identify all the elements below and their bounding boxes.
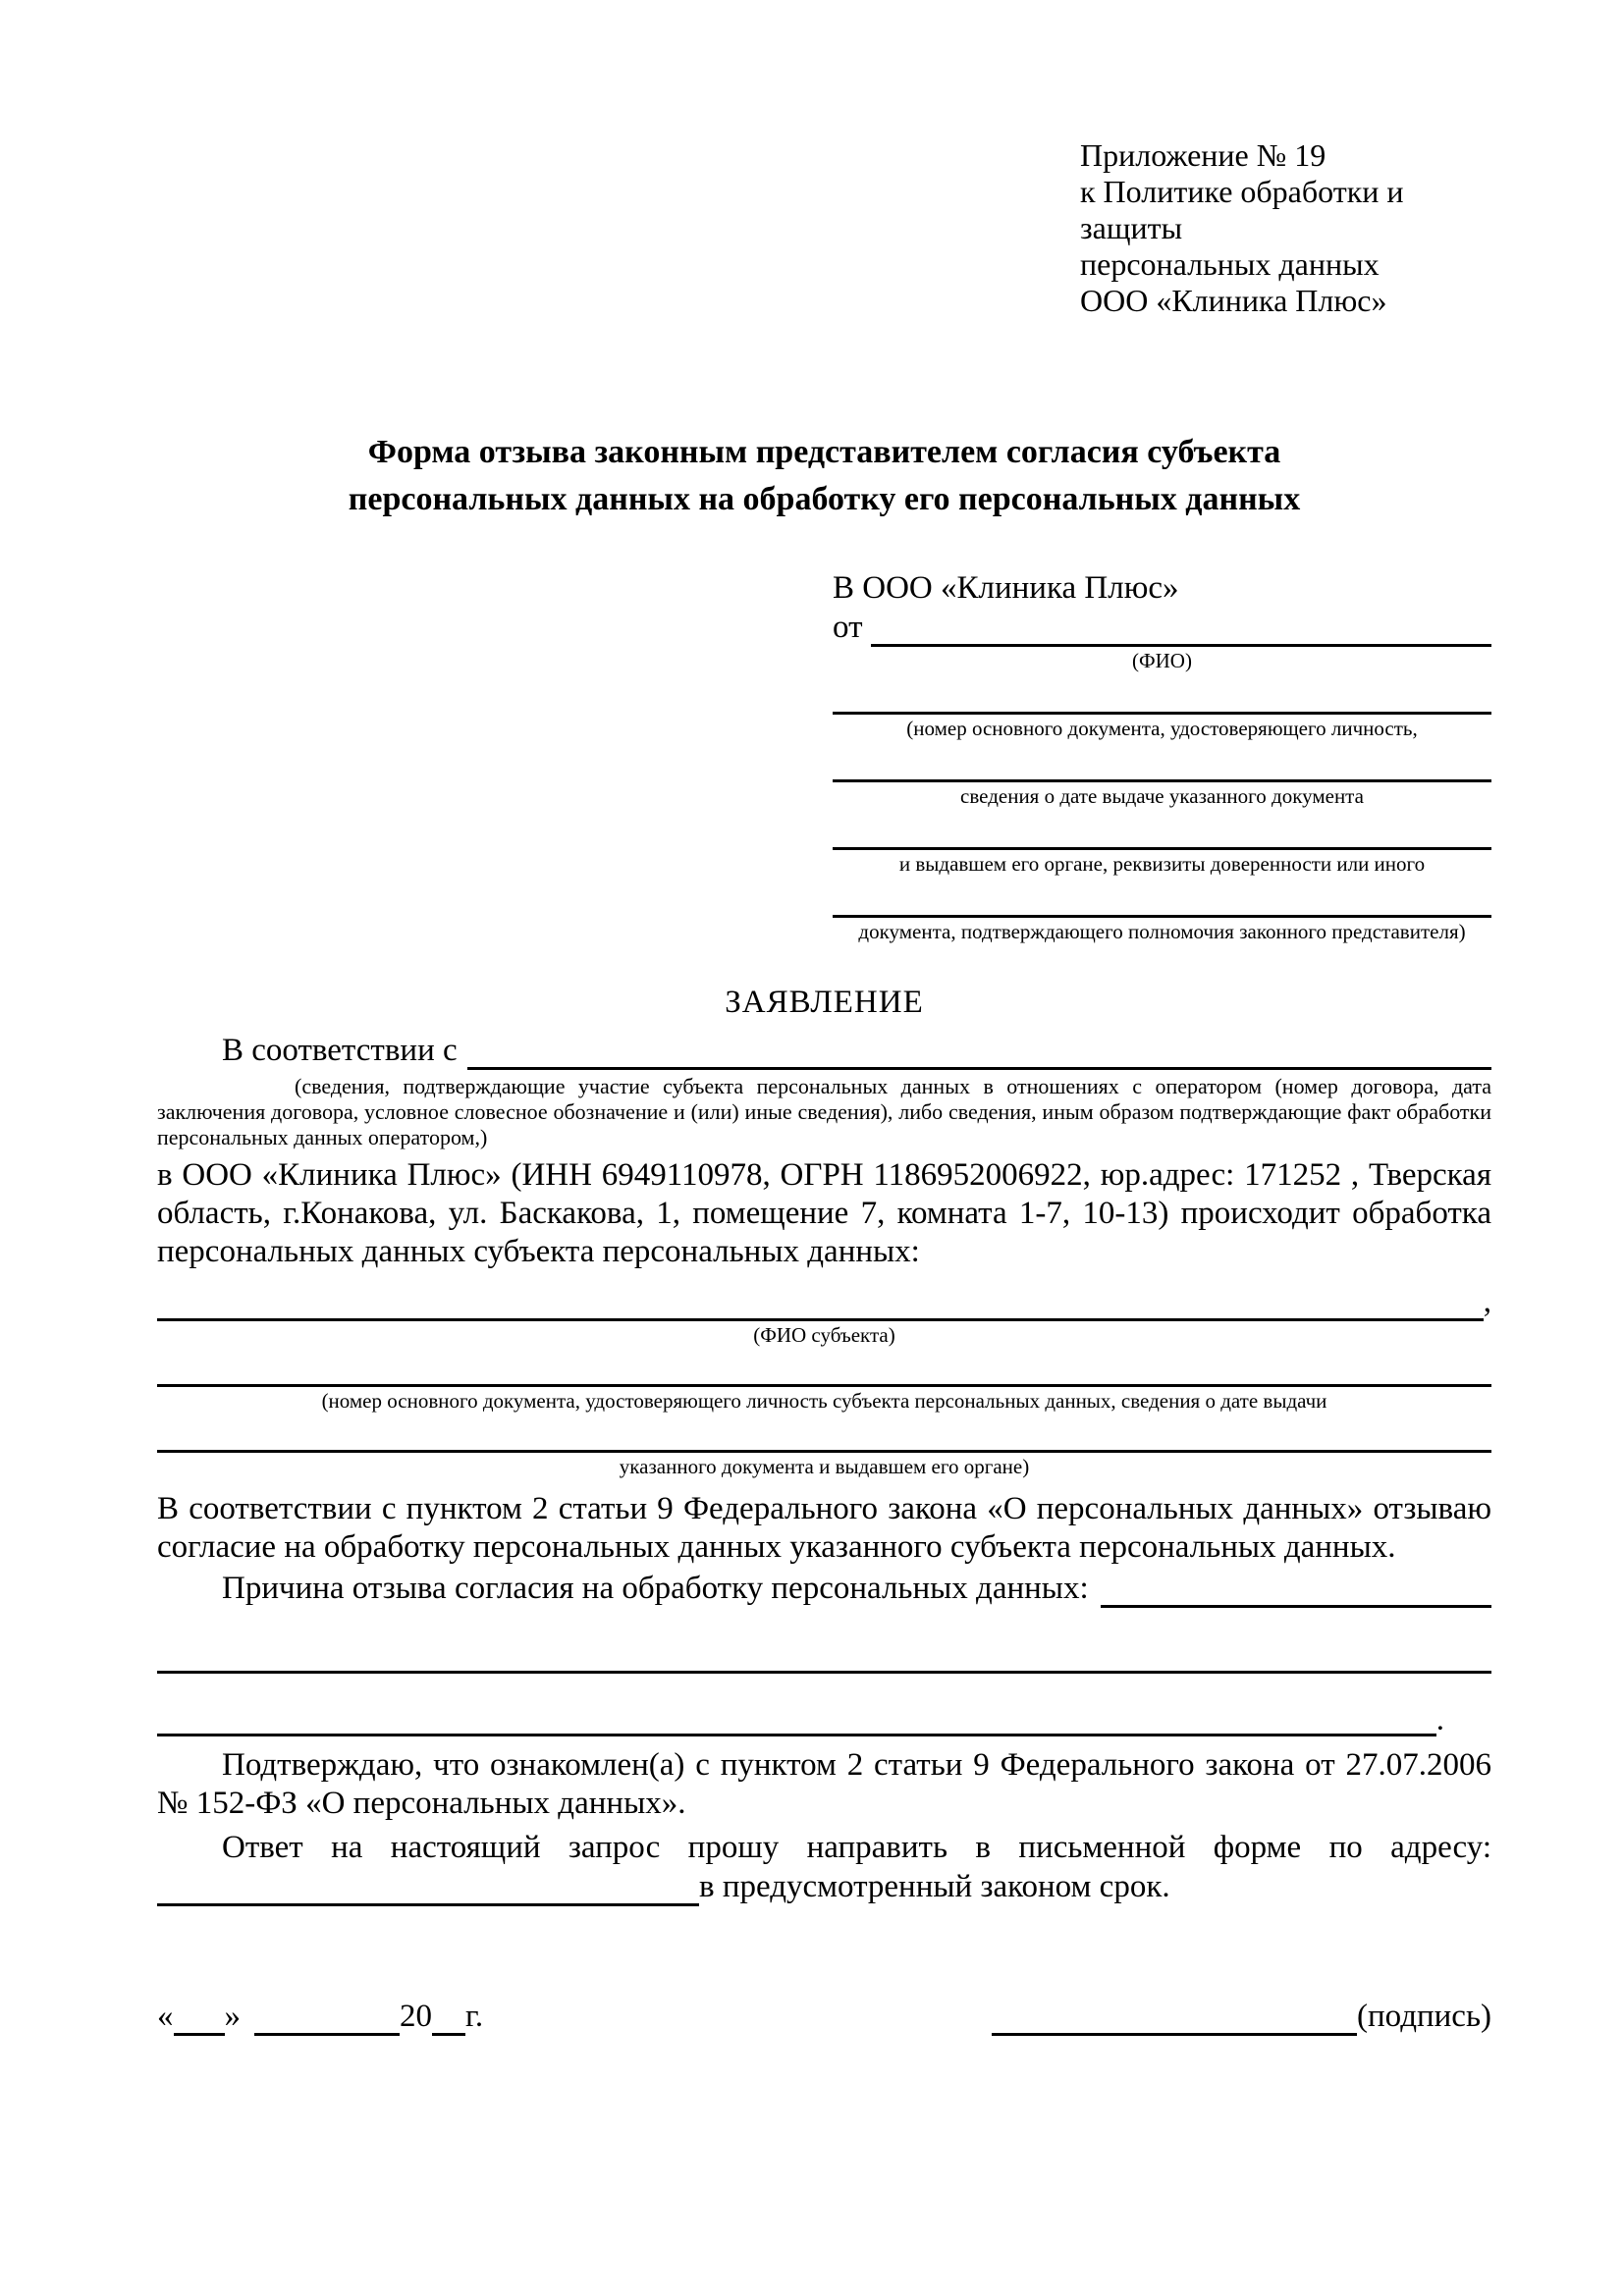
accordance-row (157, 1031, 1491, 1070)
response-label: Ответ на настоящий запрос прошу направить в письменной форме по адресу: (222, 1830, 1491, 1865)
accordance-blank-line (467, 1067, 1491, 1070)
date-group (157, 1997, 483, 2036)
issuer-blank-line (833, 808, 1491, 850)
response-suffix: в предусмотренный законом срок. (699, 1869, 1170, 1904)
date-quote-close: » (224, 1999, 241, 2034)
statement-heading: ЗАЯВЛЕНИЕ (725, 985, 924, 1020)
appendix-header-line-2: к Политике обработки и защиты (1080, 174, 1404, 245)
addressee-from-row (833, 608, 1491, 647)
issue-date-caption: сведения о дате выдаче указанного документа (960, 784, 1364, 808)
date-signature-row (157, 1997, 1491, 2036)
subject-fio-caption: (ФИО субъекта) (753, 1323, 895, 1347)
date-day-blank (174, 2033, 225, 2036)
accordance-note: (сведения, подтверждающие участие субъекта персональных данных в отношениях с оператором (номер договора, дата заключения договора, условное словесное обозначение и (или) иные сведения), либо сведения, иным образом подтверждающие факт обработки персональных данных оператором,) (157, 1074, 1491, 1149)
date-month-blank (254, 2033, 400, 2036)
appendix-header (1080, 137, 1491, 319)
date-year-prefix: 20 (400, 1999, 432, 2034)
appendix-header-line-3: персональных данных (1080, 246, 1380, 282)
signature-group (992, 1997, 1491, 2036)
authority-doc-caption: документа, подтверждающего полномочия законного представителя) (858, 920, 1466, 943)
doc-number-blank-line (833, 672, 1491, 715)
reason-period: . (1435, 1702, 1444, 1737)
subject-fio-blank-line (157, 1318, 1484, 1321)
subject-doc-blank-line-2 (157, 1413, 1491, 1453)
date-quote-open: « (157, 1999, 174, 2034)
subject-doc-caption-1: (номер основного документа, удостоверяющего личность субъекта персональных данных, сведения о дате выдачи (321, 1389, 1327, 1413)
signature-blank-line (992, 2033, 1357, 2036)
addressee-block (833, 568, 1491, 943)
issue-date-blank-line (833, 740, 1491, 782)
subject-fio-comma: , (1483, 1284, 1491, 1319)
reason-blank-line-2 (157, 1734, 1436, 1736)
issuer-caption: и выдавшем его органе, реквизиты доверенности или иного (898, 852, 1426, 876)
subject-doc-field-2 (157, 1413, 1491, 1478)
fio-caption: (ФИО) (1132, 649, 1192, 672)
reason-blank-line-1 (157, 1608, 1491, 1674)
signature-caption: (подпись) (1357, 1999, 1491, 2034)
addressee-to-line: В ООО «Клиника Плюс» (833, 570, 1179, 606)
addressee-field-authority-doc (833, 876, 1491, 943)
response-address-row (157, 1867, 1491, 1906)
reason-row (157, 1569, 1491, 1608)
subject-doc-field-1 (157, 1347, 1491, 1413)
addressee-field-issuer (833, 808, 1491, 876)
document-title: Форма отзыва законным представителем согласия субъекта персональных данных на обработку его персональных данных (348, 434, 1301, 517)
doc-number-caption: (номер основного документа, удостоверяющего личность, (906, 717, 1418, 740)
appendix-header-line-1: Приложение № 19 (1080, 137, 1326, 173)
accordance-label: В соответствии с (222, 1033, 458, 1068)
withdrawal-paragraph: В соответствии с пунктом 2 статьи 9 Федерального закона «О персональных данных» отзываю согласие на обработку персональных данных указанного субъекта персональных данных. (157, 1491, 1491, 1565)
from-label: от (833, 610, 863, 645)
subject-doc-caption-2: указанного документа и выдавшем его органе) (619, 1455, 1030, 1478)
subject-fio-row (157, 1283, 1491, 1321)
date-year-blank (432, 2033, 465, 2036)
reason-label: Причина отзыва согласия на обработку персональных данных: (222, 1571, 1089, 1606)
confirm-paragraph: Подтверждаю, что ознакомлен(а) с пунктом 2 статьи 9 Федерального закона от 27.07.2006 № 152-ФЗ «О персональных данных». (157, 1747, 1491, 1821)
reason-blank-line-2-row (157, 1703, 1444, 1736)
subject-doc-blank-line-1 (157, 1347, 1491, 1387)
operator-paragraph: в ООО «Клиника Плюс» (ИНН 6949110978, ОГРН 1186952006922, юр.адрес: 171252 , Тверская область, г.Конакова, ул. Баскакова, 1, помещение 7, комната 1-7, 10-13) происходит обработка персональных данных субъекта персональных данных: (157, 1157, 1491, 1269)
reason-blank-line-0 (1101, 1605, 1491, 1608)
from-fio-blank-line (871, 644, 1492, 647)
appendix-header-line-4: ООО «Клиника Плюс» (1080, 283, 1387, 318)
authority-doc-blank-line (833, 876, 1491, 918)
date-year-suffix: г. (465, 1999, 484, 2034)
addressee-field-doc-number (833, 672, 1491, 740)
response-address-blank-line (157, 1903, 699, 1906)
addressee-field-issue-date (833, 740, 1491, 808)
